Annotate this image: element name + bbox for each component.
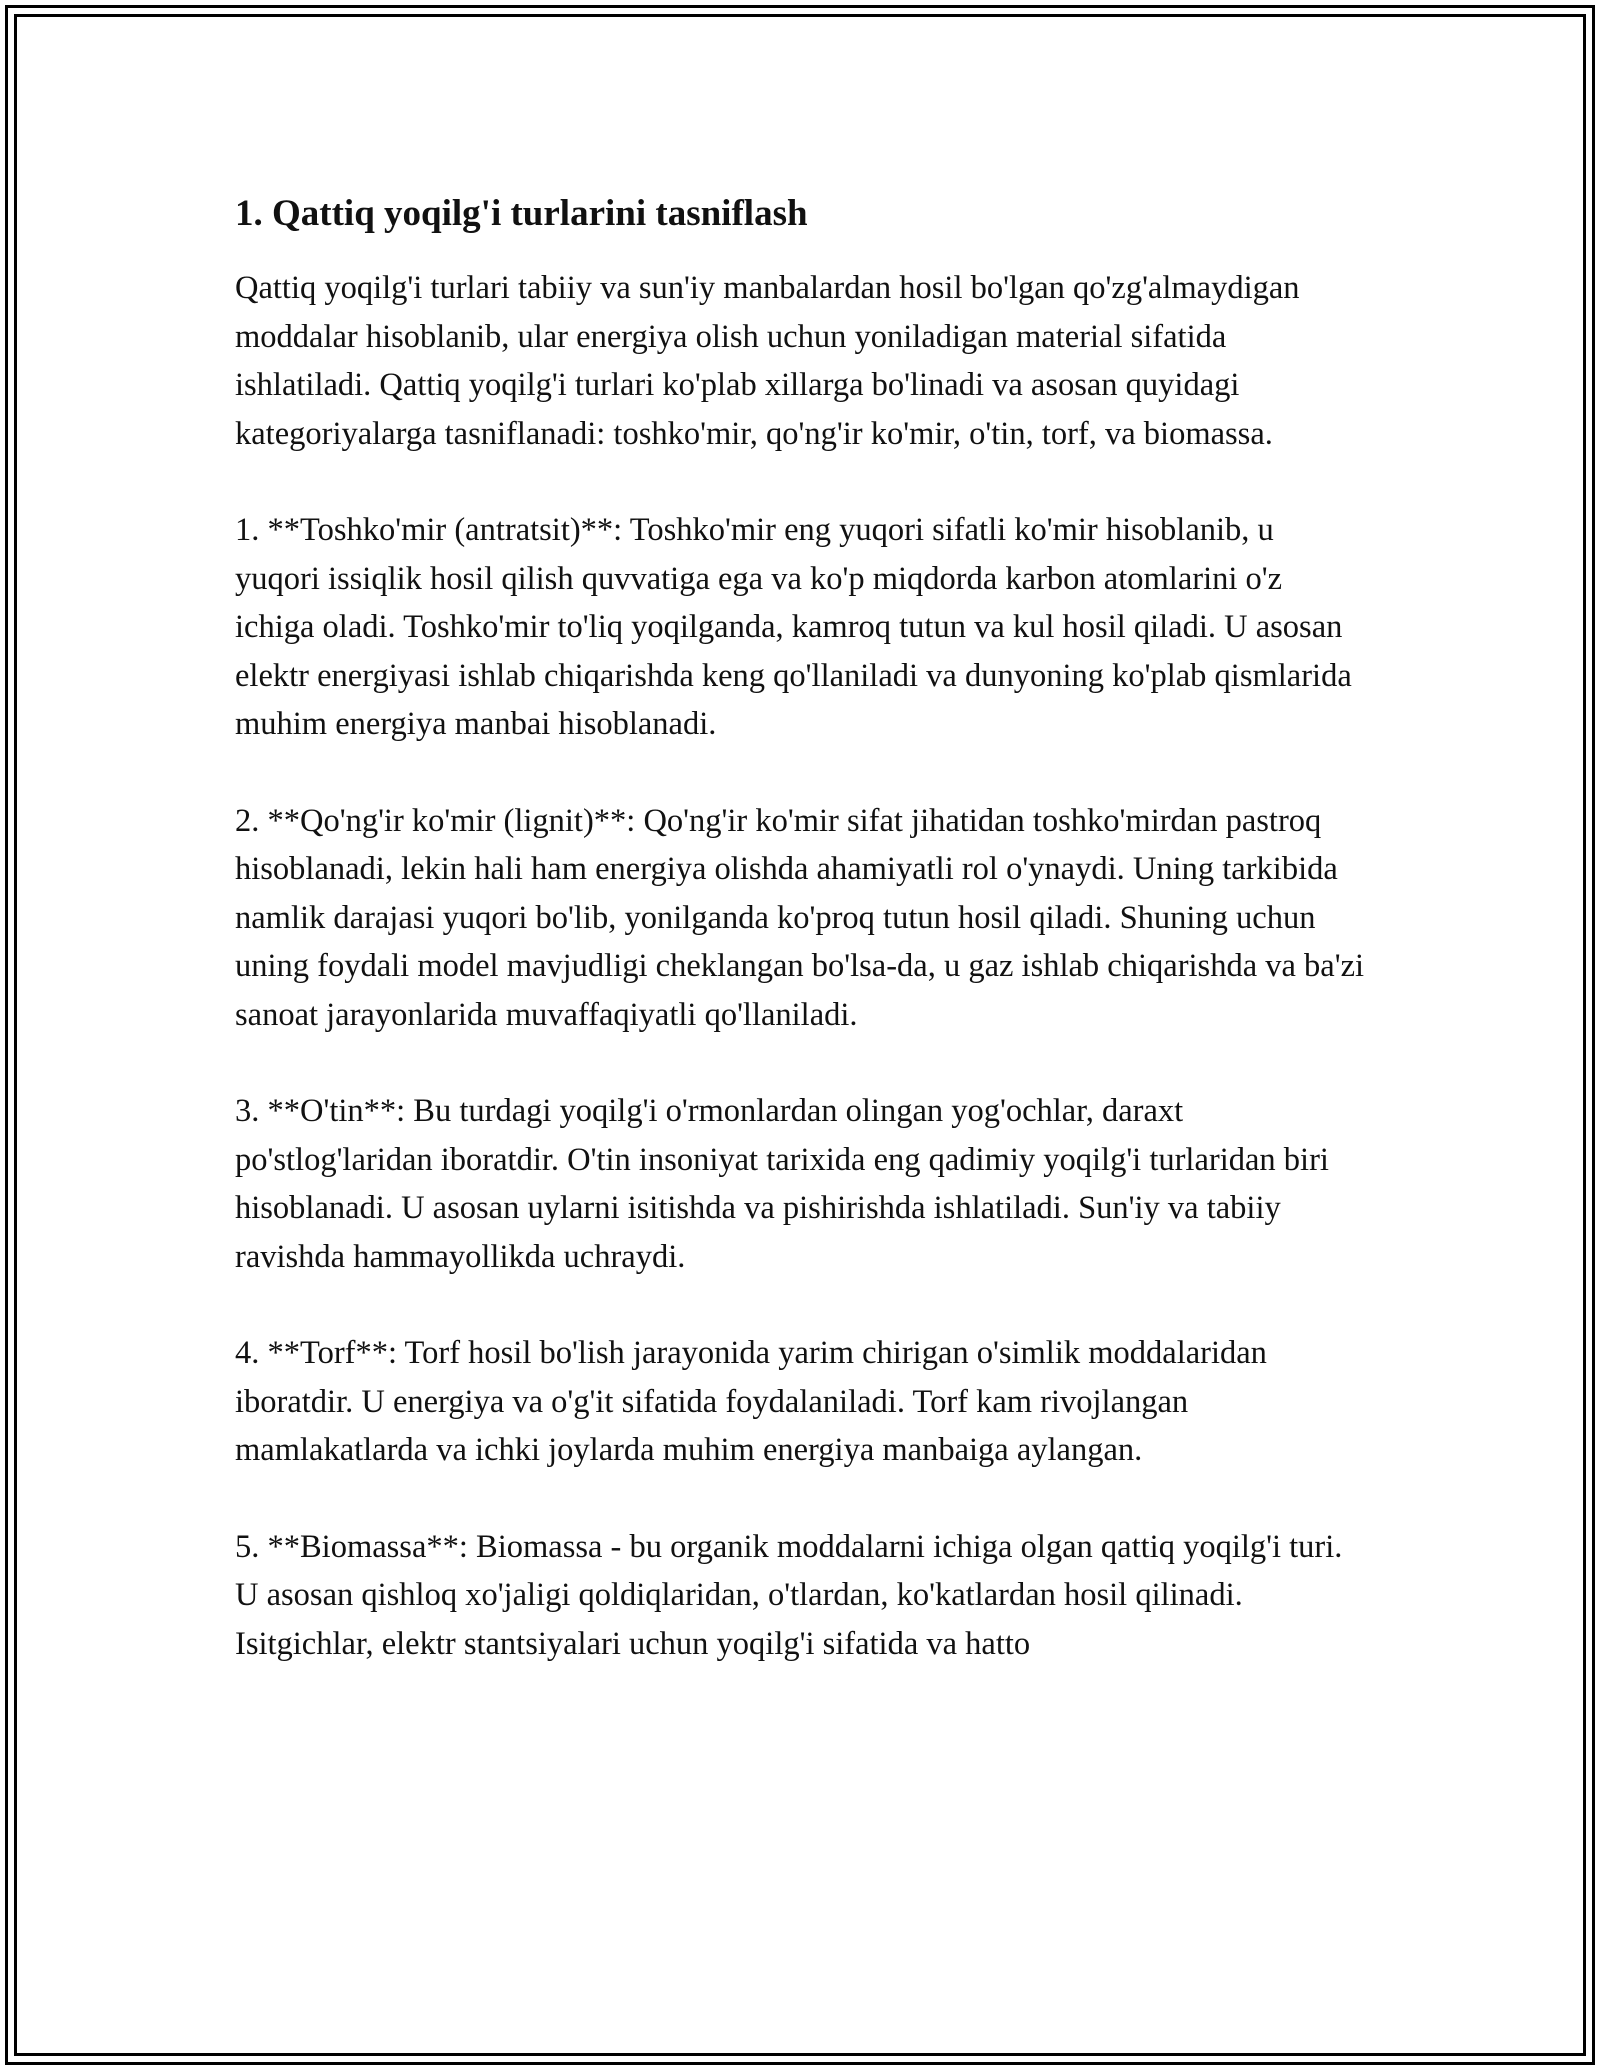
- paragraph-otin: 3. **O'tin**: Bu turdagi yoqilg'i o'rmonlardan olingan yog'ochlar, daraxt po'stlog'laridan iboratdir. O'tin insoniyat tarixida eng qadimiy yoqilg'i turlaridan biri hisoblanadi. U asosan uylarni isitishda va pishirishda ishlatiladi. Sun'iy va tabiiy ravishda hammayollikda uchraydi.: [235, 1093, 1329, 1275]
- paragraph-torf: 4. **Torf**: Torf hosil bo'lish jarayonida yarim chirigan o'simlik moddalaridan iboratdir. U energiya va o'g'it sifatida foydalaniladi. Torf kam rivojlangan mamlakatlarda va ichki joylarda muhim energiya manbaiga aylangan.: [235, 1335, 1267, 1468]
- paragraph-qongir-komir: 2. **Qo'ng'ir ko'mir (lignit)**: Qo'ng'ir ko'mir sifat jihatidan toshko'mirdan pastroq hisoblanadi, lekin hali ham energiya olishda ahamiyatli rol o'ynaydi. Uning tarkibida namlik darajasi yuqori bo'lib, yonilganda ko'proq tutun hosil qiladi. Shuning uchun uning foydali model mavjudligi cheklangan bo'lsa-da, u gaz ishlab chiqarishda va ba'zi sanoat jarayonlarida muvaffaqiyatli qo'llaniladi.: [235, 802, 1365, 1033]
- paragraph-biomassa: 5. **Biomassa**: Biomassa - bu organik moddalarni ichiga olgan qattiq yoqilg'i turi. U asosan qishloq xo'jaligi qoldiqlaridan, o'tlardan, ko'katlardan hosil qilinadi. Isitgichlar, elektr stantsiyalari uchun yoqilg'i sifatida va hatto: [235, 1528, 1343, 1662]
- intro-paragraph: Qattiq yoqilg'i turlari tabiiy va sun'iy manbalardan hosil bo'lgan qo'zg'almaydigan moddalar hisoblanib, ular energiya olish uchun yoniladigan material sifatida ishlatiladi. Qattiq yoqilg'i turlari ko'plab xillarga bo'linadi va asosan quyidagi kategoriyalarga tasniflanadi: toshko'mir, qo'ng'ir ko'mir, o'tin, torf, va biomassa.: [235, 270, 1300, 452]
- document-body: [235, 186, 1365, 1716]
- paragraph-toshkomir: 1. **Toshko'mir (antratsit)**: Toshko'mir eng yuqori sifatli ko'mir hisoblanib, u yuqori issiqlik hosil qilish quvvatiga ega va ko'p miqdorda karbon atomlarini o'z ichiga oladi. Toshko'mir to'liq yoqilganda, kamroq tutun va kul hosil qiladi. U asosan elektr energiyasi ishlab chiqarishda keng qo'llaniladi va dunyoning ko'plab qismlarida muhim energiya manbai hisoblanadi.: [235, 512, 1352, 742]
- document-heading: 1. Qattiq yoqilg'i turlarini tasniflash: [235, 193, 808, 234]
